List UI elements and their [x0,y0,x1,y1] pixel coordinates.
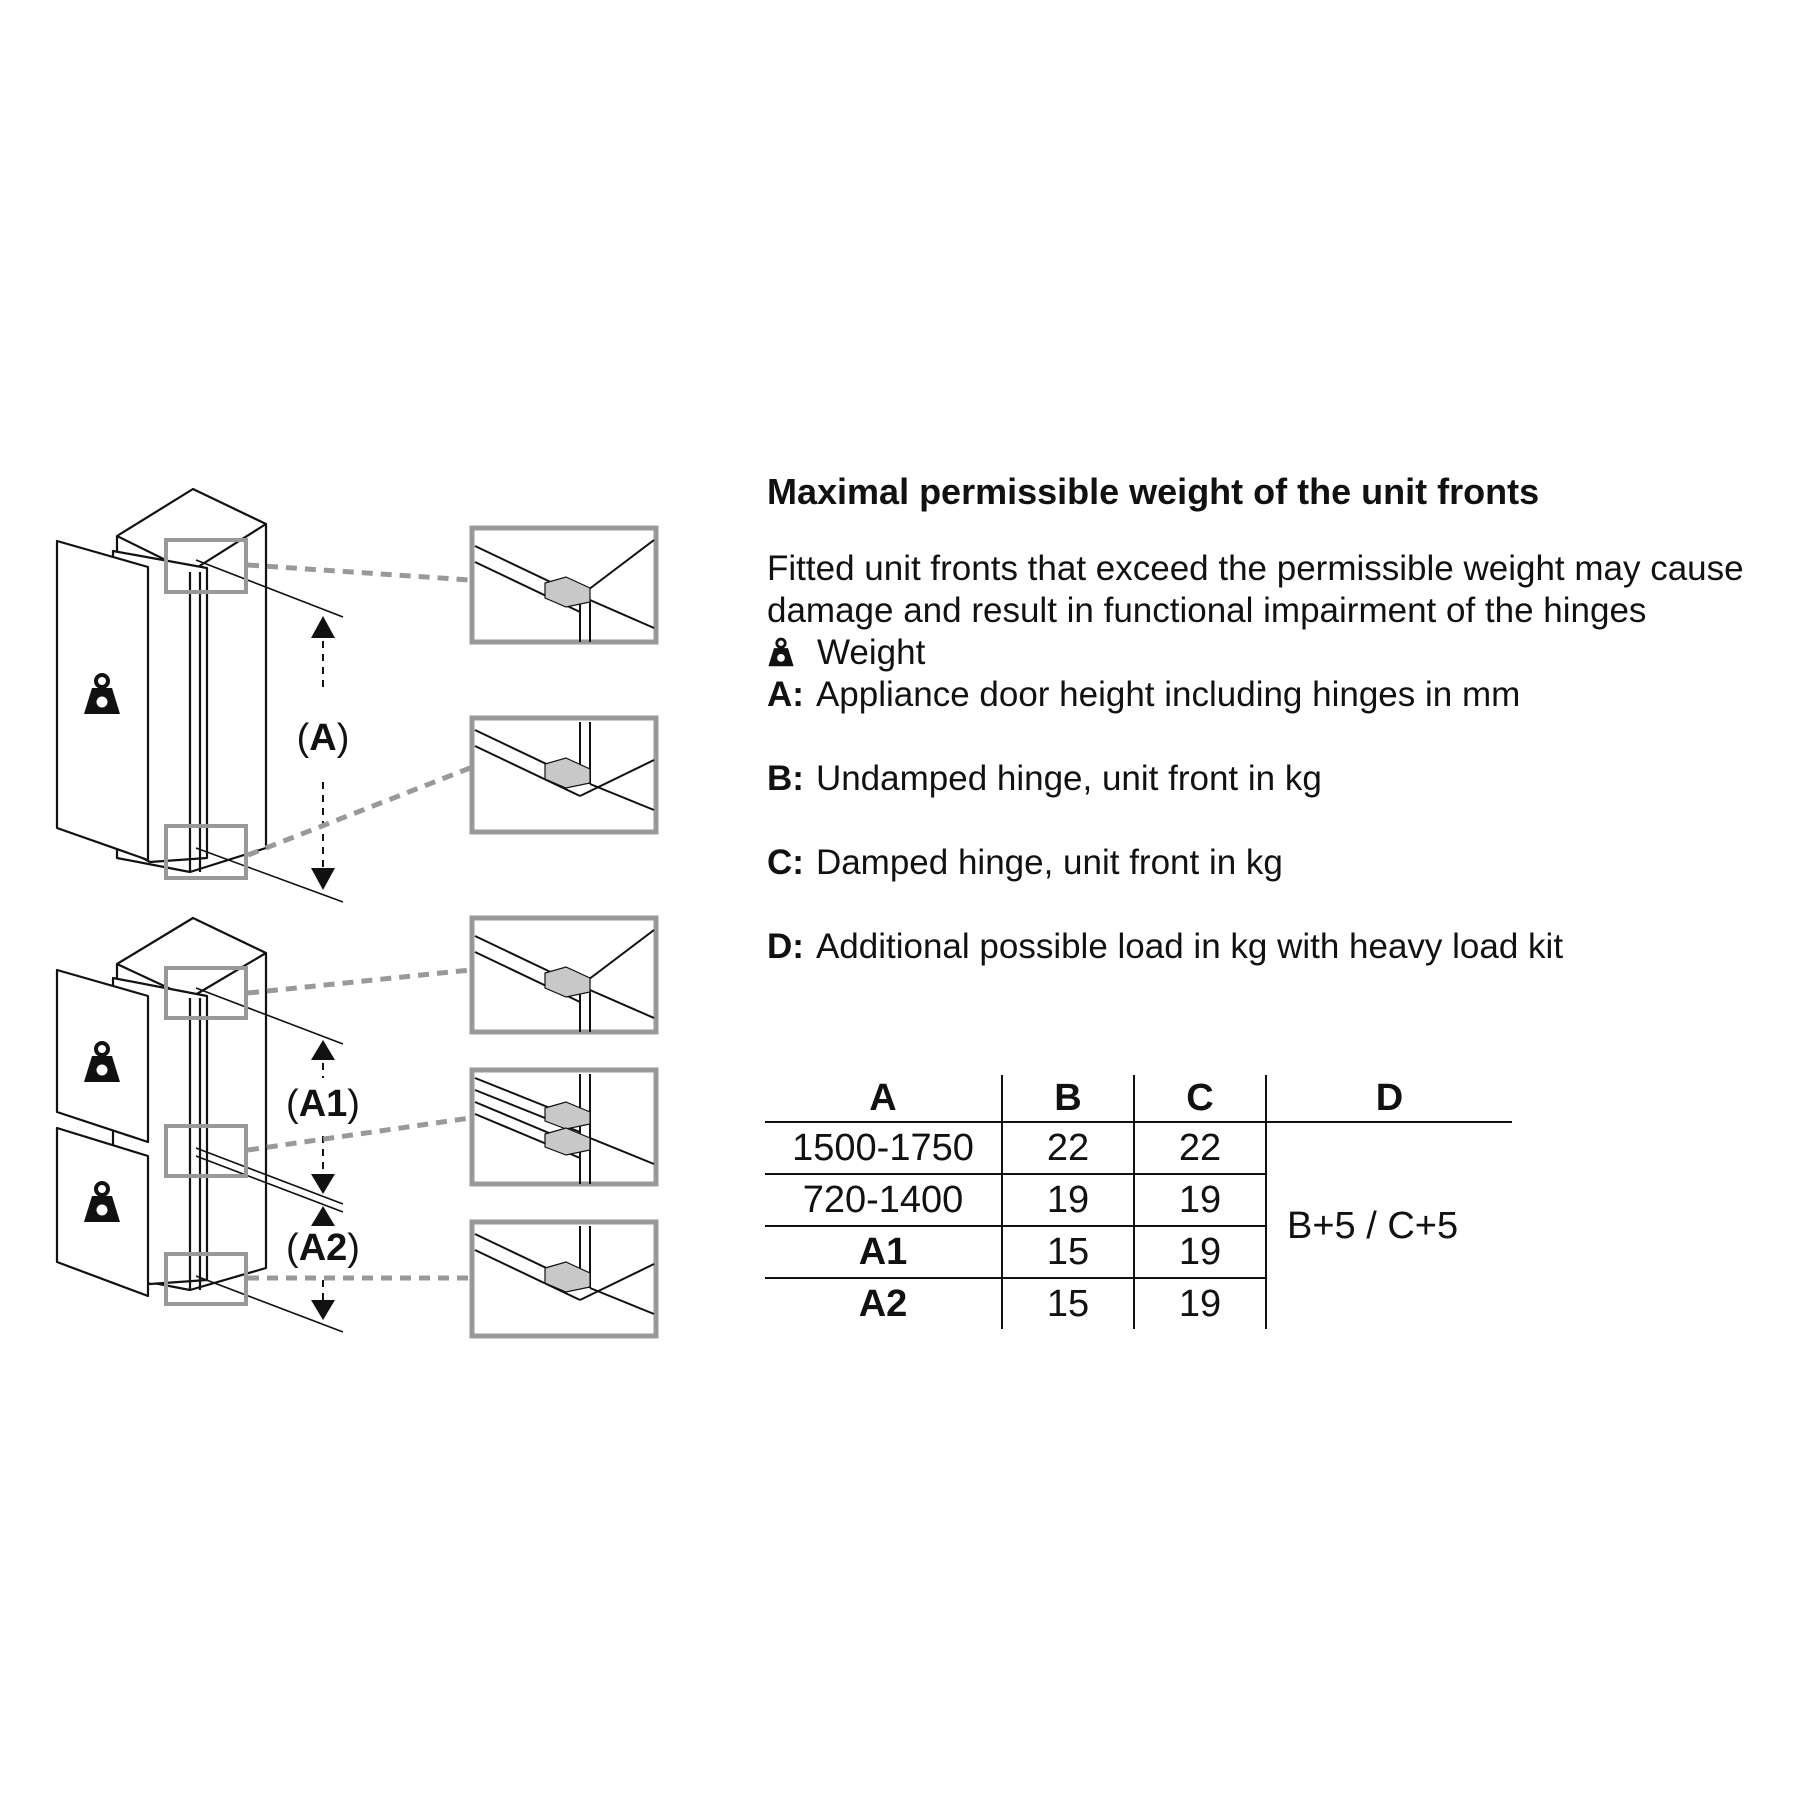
legend-b-text: Undamped hinge, unit front in kg [815,759,1322,798]
dimension-label-a1: (A1) [286,1083,360,1125]
installation-diagram [0,0,700,1800]
detail-bottom-hinge [472,718,656,832]
info-panel [767,470,1777,968]
table-cell-b: 15 [1002,1226,1134,1278]
legend-c [767,842,1777,884]
table-cell-a: A1 [765,1226,1002,1278]
detail-bottom-hinge-double [472,1222,656,1336]
table-cell-d: B+5 / C+5 [1266,1122,1512,1329]
legend-weight [767,632,1777,674]
detail-top-hinge-double [472,918,656,1032]
legend-c-text: Damped hinge, unit front in kg [815,843,1283,882]
table-cell-b: 19 [1002,1174,1134,1226]
table-cell-b: 15 [1002,1278,1134,1329]
table-header-d: D [1266,1075,1512,1122]
legend-d-text: Additional possible load in kg with heavy load kit [815,927,1564,966]
table-row [765,1122,1512,1174]
legend-a [767,674,1777,716]
table-cell-c: 19 [1134,1174,1266,1226]
table-header-a: A [765,1075,1002,1122]
description: Fitted unit fronts that exceed the permissible weight may cause damage and result in functional impairment of the hinges [767,549,1744,630]
table-cell-a: 1500-1750 [765,1122,1002,1174]
legend-b [767,758,1777,800]
table-cell-b: 22 [1002,1122,1134,1174]
weight-icon [767,636,795,670]
dimension-label-a2: (A2) [286,1227,360,1269]
legend-weight-label: Weight [817,633,926,672]
table-header-row [765,1075,1512,1122]
weight-table [765,1075,1512,1329]
page-title: Maximal permissible weight of the unit fronts [767,471,1540,512]
detail-top-hinge [472,528,656,642]
table-header-c: C [1134,1075,1266,1122]
dimension-label-a: (A) [296,717,350,759]
appliance-cabinet-single [57,489,266,872]
legend-d [767,926,1777,968]
legend-c-key: C: [767,843,804,882]
appliance-cabinet-double [57,918,266,1296]
detail-middle-hinge [472,1070,656,1184]
table-cell-a: 720-1400 [765,1174,1002,1226]
table-cell-a: A2 [858,1282,908,1325]
table-cell-c: 22 [1134,1122,1266,1174]
double-door-unit [57,918,470,1332]
legend-b-key: B: [767,759,804,798]
table-cell-c: 19 [1134,1226,1266,1278]
legend-d-key: D: [767,927,804,966]
legend-a-key: A: [767,675,804,714]
legend-a-text: Appliance door height including hinges in mm [815,675,1521,714]
table-header-b: B [1002,1075,1134,1122]
single-door-unit [57,489,470,902]
table-cell-c: 19 [1134,1278,1266,1329]
